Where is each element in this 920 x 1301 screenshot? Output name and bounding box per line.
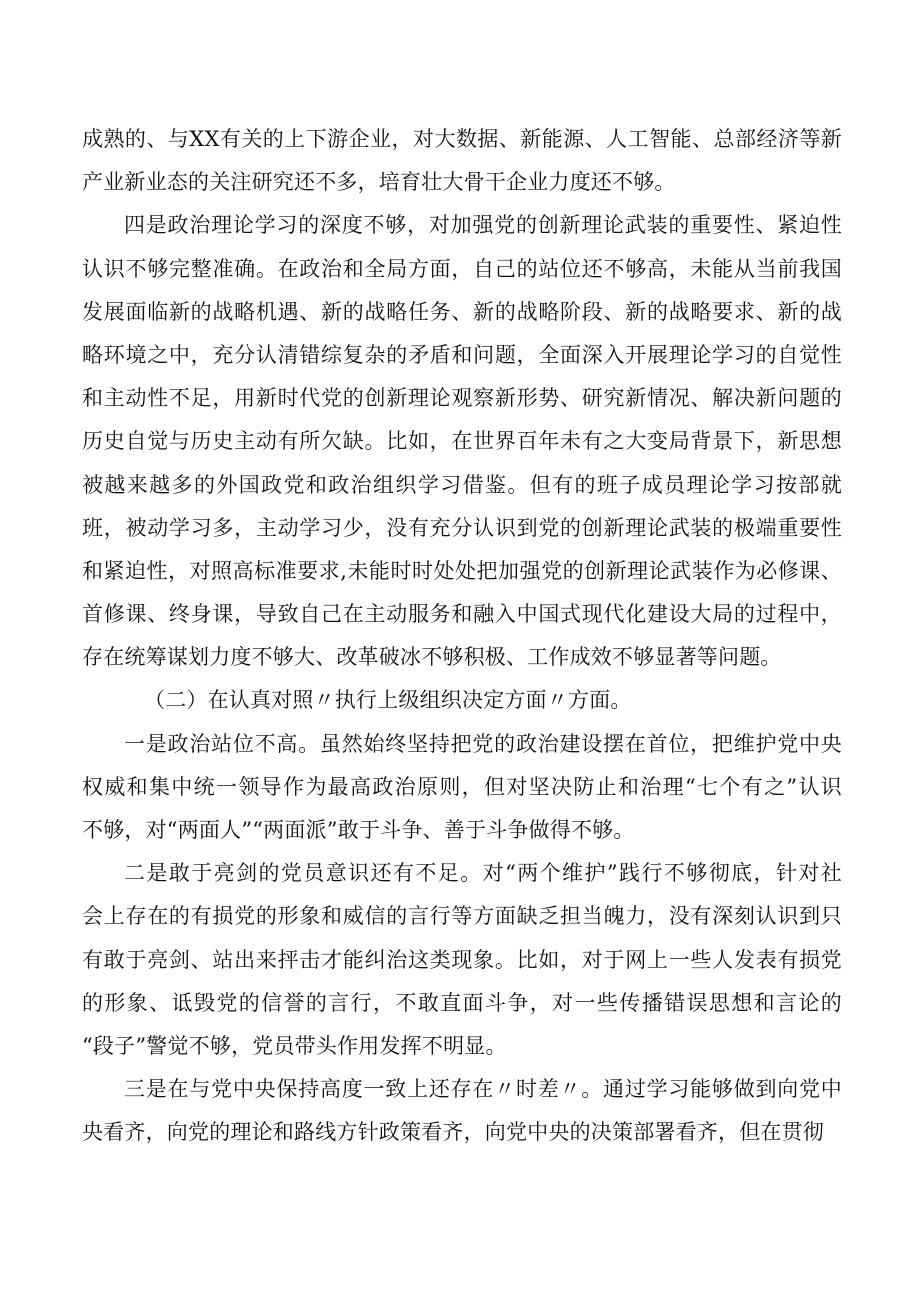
text-line: 成熟的、与XX有关的上下游企业，对大数据、新能源、人工智能、总部经济等新 — [82, 127, 842, 151]
text-line: 四是政治理论学习的深度不够，对加强党的创新理论武装的重要性、紧迫性 — [124, 213, 842, 238]
document-body — [82, 118, 842, 1155]
text-line: 存在统筹谋划力度不够大、改革破冰不够积极、工作成效不够显著等问题。 — [82, 645, 782, 670]
text-line: 一是政治站位不高。虽然始终坚持把党的政治建设摆在首位，把维护党中央 — [124, 731, 842, 756]
paragraph — [82, 852, 842, 1068]
paragraph — [82, 204, 842, 679]
text-line: 认识不够完整准确。在政治和全局方面，自己的站位还不够高，未能从当前我国 — [82, 256, 842, 281]
text-line: 首修课、终身课，导致自己在主动服务和融入中国式现代化建设大局的过程中， — [82, 602, 842, 627]
text-line: 班，被动学习多，主动学习少，没有充分认识到党的创新理论武装的极端重要性 — [82, 515, 842, 540]
text-line: 和主动性不足，用新时代党的创新理论观察新形势、研究新情况、解决新问题的 — [82, 386, 842, 411]
paragraph — [82, 1068, 842, 1154]
section-heading — [82, 679, 842, 722]
text-line: 产业新业态的关注研究还不多，培育壮大骨干企业力度还不够。 — [82, 170, 676, 195]
text-line: 权威和集中统一领导作为最高政治原则，但对坚决防止和治理“七个有之”认识 — [82, 774, 842, 799]
text-line: 二是敢于亮剑的党员意识还有不足。对“两个维护”践行不够彻底，针对社 — [124, 861, 842, 886]
text-line: 发展面临新的战略机遇、新的战略任务、新的战略阶段、新的战略要求、新的战 — [82, 299, 842, 324]
text-line: 和紧迫性，对照高标准要求,未能时时处处把加强党的创新理论武装作为必修课、 — [82, 558, 842, 583]
text-line: 被越来越多的外国政党和政治组织学习借鉴。但有的班子成员理论学习按部就 — [82, 472, 842, 497]
text-line: 不够，对“两面人”“两面派”敢于斗争、善于斗争做得不够。 — [82, 818, 635, 842]
text-line: 央看齐，向党的理论和路线方针政策看齐，向党中央的决策部署看齐，但在贯彻 — [82, 1120, 824, 1145]
text-line: （二）在认真对照〃执行上级组织决定方面〃方面。 — [144, 688, 632, 713]
text-line: 的形象、诋毁党的信誉的言行，不敢直面斗争，对一些传播错误思想和言论的 — [82, 990, 842, 1015]
paragraph — [82, 723, 842, 853]
text-line: 历史自觉与历史主动有所欠缺。比如，在世界百年未有之大变局背景下，新思想 — [82, 429, 842, 454]
text-line: 有敢于亮剑、站出来抨击才能纠治这类现象。比如，对于网上一些人发表有损党 — [82, 947, 842, 972]
text-line: 略环境之中，充分认清错综复杂的矛盾和问题，全面深入开展理论学习的自觉性 — [82, 342, 842, 367]
text-line: 会上存在的有损党的形象和威信的言行等方面缺乏担当魄力，没有深刻认识到只 — [82, 904, 842, 929]
text-line: 三是在与党中央保持高度一致上还存在〃时差〃。通过学习能够做到向党中 — [124, 1077, 842, 1102]
text-line: “段子”警觉不够，党员带头作用发挥不明显。 — [82, 1033, 507, 1058]
paragraph — [82, 118, 842, 204]
